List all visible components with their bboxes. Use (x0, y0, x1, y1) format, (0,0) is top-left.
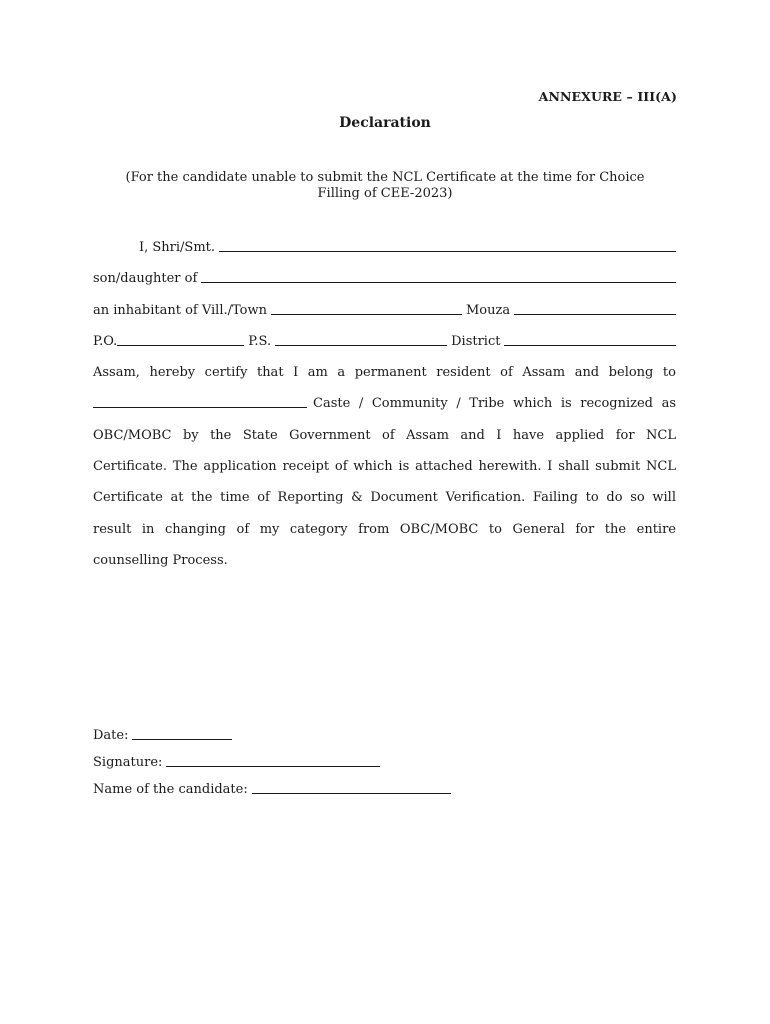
signature-label: Signature: (93, 755, 163, 770)
po-blank[interactable] (117, 334, 244, 346)
signature-blank[interactable] (166, 755, 380, 767)
annexure-label: ANNEXURE – III(A) (538, 89, 677, 104)
reporting-line: Certificate at the time of Reporting & Document Verification. Failing to do so will (93, 490, 676, 506)
district-blank[interactable] (504, 334, 676, 346)
name-blank[interactable] (219, 240, 676, 252)
assam-line: Assam, hereby certify that I am a permanent resident of Assam and belong to (93, 365, 676, 381)
date-blank[interactable] (132, 728, 232, 740)
parent-name-blank[interactable] (201, 271, 676, 283)
po-label: P.O. (93, 333, 118, 349)
date-line (93, 728, 451, 755)
certificate-line: Certificate. The application receipt of which is attached herewith. I shall submit NCL (93, 459, 676, 475)
district-label: District (451, 333, 501, 349)
village-town-blank[interactable] (271, 303, 462, 315)
caste-blank[interactable] (93, 396, 307, 408)
page-title: Declaration (339, 115, 431, 131)
inhabitant-label: an inhabitant of Vill./Town (93, 302, 267, 318)
signature-block (93, 728, 451, 809)
ps-label: P.S. (248, 333, 272, 349)
subtitle-line-2: Filling of CEE-2023) (317, 186, 453, 201)
caste-text: Caste / Community / Tribe which is recognized as (313, 396, 676, 412)
process-line: counselling Process. (93, 552, 228, 568)
mouza-label: Mouza (466, 302, 511, 318)
ps-blank[interactable] (275, 334, 447, 346)
parent-line (93, 271, 676, 302)
name-line (93, 240, 676, 271)
village-line (93, 303, 676, 334)
candidate-name-line (93, 782, 451, 809)
candidate-name-label: Name of the candidate: (93, 782, 248, 797)
candidate-name-blank[interactable] (252, 782, 451, 794)
po-ps-district-line (93, 334, 676, 365)
subtitle (110, 170, 660, 202)
declaration-body (93, 240, 676, 584)
son-daughter-label: son/daughter of (93, 271, 198, 287)
obc-line: OBC/MOBC by the State Government of Assam and I have applied for NCL (93, 427, 676, 443)
subtitle-line-1: (For the candidate unable to submit the NCL Certificate at the time for Choice (125, 170, 645, 185)
date-label: Date: (93, 728, 129, 743)
result-line: result in changing of my category from OBC/MOBC to General for the entire (93, 521, 676, 537)
caste-line (93, 396, 676, 427)
mouza-blank[interactable] (514, 303, 676, 315)
signature-line (93, 755, 451, 782)
shri-smt-label: I, Shri/Smt. (139, 240, 216, 255)
